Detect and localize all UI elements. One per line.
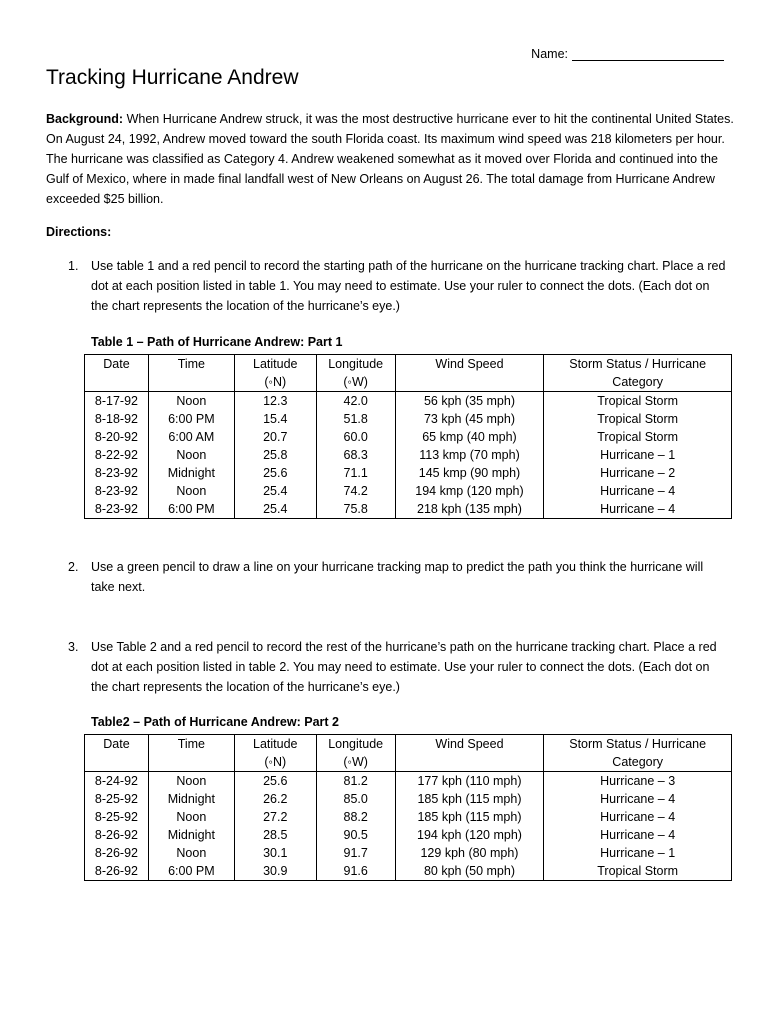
cell-date: 8-26-92 [85,844,149,862]
header-longitude: Longitude (◦W) [316,355,395,392]
cell-longitude: 75.8 [316,500,395,519]
cell-latitude: 26.2 [234,790,316,808]
cell-time: Noon [148,446,234,464]
cell-date: 8-26-92 [85,862,149,881]
cell-latitude: 15.4 [234,410,316,428]
cell-longitude: 85.0 [316,790,395,808]
table2 [84,734,732,881]
background-label: Background: [46,112,124,126]
cell-longitude: 91.7 [316,844,395,862]
cell-time: 6:00 PM [148,862,234,881]
cell-latitude: 25.4 [234,500,316,519]
background-paragraph [46,109,736,209]
cell-storm-status: Hurricane – 1 [544,844,732,862]
table1 [84,354,732,519]
cell-time: Midnight [148,790,234,808]
cell-wind-speed: 177 kph (110 mph) [395,772,544,791]
step-3 [68,637,728,697]
header-date: Date [85,735,149,772]
cell-latitude: 30.9 [234,862,316,881]
cell-latitude: 27.2 [234,808,316,826]
cell-date: 8-24-92 [85,772,149,791]
step-number: 2. [68,560,79,574]
cell-latitude: 28.5 [234,826,316,844]
cell-latitude: 30.1 [234,844,316,862]
cell-wind-speed: 56 kph (35 mph) [395,392,544,411]
header-time: Time [148,355,234,392]
step-number: 3. [68,640,79,654]
cell-wind-speed: 129 kph (80 mph) [395,844,544,862]
header-latitude: Latitude (◦N) [234,735,316,772]
background-text: When Hurricane Andrew struck, it was the most destructive hurricane ever to hit the continental United States. On August 24, 1992, Andrew moved toward the south Florida coast. Its maximum wind speed was 218 kilometers per hour. The hurricane was classified as Category 4. Andrew weakened somewhat as it moved over Florida and continued into the Gulf of Mexico, where in made final landfall west of New Orleans on August 26. The total damage from Hurricane Andrew exceeded $25 billion. [46,112,734,206]
cell-wind-speed: 113 kmp (70 mph) [395,446,544,464]
cell-longitude: 88.2 [316,808,395,826]
cell-time: Midnight [148,826,234,844]
cell-storm-status: Hurricane – 4 [544,826,732,844]
cell-storm-status: Hurricane – 4 [544,790,732,808]
cell-time: 6:00 AM [148,428,234,446]
cell-storm-status: Tropical Storm [544,392,732,411]
cell-latitude: 25.6 [234,464,316,482]
cell-storm-status: Tropical Storm [544,428,732,446]
table-row [85,482,732,500]
directions-label: Directions: [46,225,112,239]
header-longitude: Longitude (◦W) [316,735,395,772]
cell-storm-status: Hurricane – 2 [544,464,732,482]
step-text: Use table 1 and a red pencil to record the starting path of the hurricane on the hurricane tracking chart. Place a red dot at each position listed in table 1. You may need to estimate. Use your ruler to connect the dots. (Each dot on the chart represents the location of the hurricane’s eye.) [91,259,726,313]
table2-header-row [85,735,732,772]
cell-longitude: 90.5 [316,826,395,844]
cell-longitude: 91.6 [316,862,395,881]
cell-storm-status: Hurricane – 1 [544,446,732,464]
cell-latitude: 25.4 [234,482,316,500]
cell-storm-status: Hurricane – 4 [544,500,732,519]
name-blank-line [572,47,724,61]
cell-wind-speed: 145 kmp (90 mph) [395,464,544,482]
step-text: Use a green pencil to draw a line on your hurricane tracking map to predict the path you think the hurricane will take next. [91,560,704,594]
cell-wind-speed: 73 kph (45 mph) [395,410,544,428]
header-time: Time [148,735,234,772]
table1-header-row [85,355,732,392]
cell-time: Noon [148,482,234,500]
header-wind-speed: Wind Speed [395,735,544,772]
cell-longitude: 68.3 [316,446,395,464]
cell-longitude: 74.2 [316,482,395,500]
cell-longitude: 42.0 [316,392,395,411]
header-latitude: Latitude (◦N) [234,355,316,392]
cell-date: 8-20-92 [85,428,149,446]
cell-wind-speed: 185 kph (115 mph) [395,808,544,826]
cell-wind-speed: 65 kmp (40 mph) [395,428,544,446]
cell-storm-status: Hurricane – 4 [544,482,732,500]
cell-latitude: 25.6 [234,772,316,791]
cell-longitude: 71.1 [316,464,395,482]
table-row [85,410,732,428]
cell-storm-status: Hurricane – 3 [544,772,732,791]
cell-longitude: 60.0 [316,428,395,446]
cell-longitude: 81.2 [316,772,395,791]
cell-date: 8-25-92 [85,808,149,826]
header-storm-status: Storm Status / Hurricane Category [544,735,732,772]
cell-time: 6:00 PM [148,410,234,428]
cell-date: 8-18-92 [85,410,149,428]
table-row [85,428,732,446]
cell-date: 8-25-92 [85,790,149,808]
cell-wind-speed: 218 kph (135 mph) [395,500,544,519]
table-row [85,826,732,844]
header-storm-status: Storm Status / Hurricane Category [544,355,732,392]
table-row [85,392,732,411]
cell-time: Midnight [148,464,234,482]
page-title: Tracking Hurricane Andrew [46,66,299,89]
cell-storm-status: Tropical Storm [544,862,732,881]
cell-latitude: 20.7 [234,428,316,446]
table-row [85,464,732,482]
cell-date: 8-23-92 [85,464,149,482]
cell-date: 8-23-92 [85,500,149,519]
cell-latitude: 25.8 [234,446,316,464]
name-field [531,47,724,61]
table-row [85,790,732,808]
table-row [85,772,732,791]
table-row [85,844,732,862]
table2-caption: Table2 – Path of Hurricane Andrew: Part 2 [91,715,339,729]
cell-time: 6:00 PM [148,500,234,519]
table-row [85,446,732,464]
header-date: Date [85,355,149,392]
table-row [85,862,732,881]
cell-wind-speed: 194 kph (120 mph) [395,826,544,844]
table1-caption: Table 1 – Path of Hurricane Andrew: Part 1 [91,335,343,349]
cell-date: 8-17-92 [85,392,149,411]
name-label: Name: [531,47,568,61]
cell-latitude: 12.3 [234,392,316,411]
step-text: Use Table 2 and a red pencil to record the rest of the hurricane’s path on the hurricane tracking chart. Place a red dot at each position listed in table 2. You may need to estimate. Use your ruler to connect the dots. (Each dot on the chart represents the location of the hurricane’s eye.) [91,640,717,694]
cell-wind-speed: 185 kph (115 mph) [395,790,544,808]
table1-body [85,392,732,519]
cell-storm-status: Hurricane – 4 [544,808,732,826]
cell-wind-speed: 80 kph (50 mph) [395,862,544,881]
cell-storm-status: Tropical Storm [544,410,732,428]
cell-date: 8-26-92 [85,826,149,844]
table-row [85,808,732,826]
step-number: 1. [68,259,79,273]
cell-date: 8-23-92 [85,482,149,500]
step-1 [68,256,728,316]
cell-time: Noon [148,772,234,791]
cell-time: Noon [148,808,234,826]
header-wind-speed: Wind Speed [395,355,544,392]
cell-time: Noon [148,844,234,862]
cell-wind-speed: 194 kmp (120 mph) [395,482,544,500]
cell-longitude: 51.8 [316,410,395,428]
step-2 [68,557,728,597]
cell-time: Noon [148,392,234,411]
table-row [85,500,732,519]
cell-date: 8-22-92 [85,446,149,464]
table2-body [85,772,732,881]
